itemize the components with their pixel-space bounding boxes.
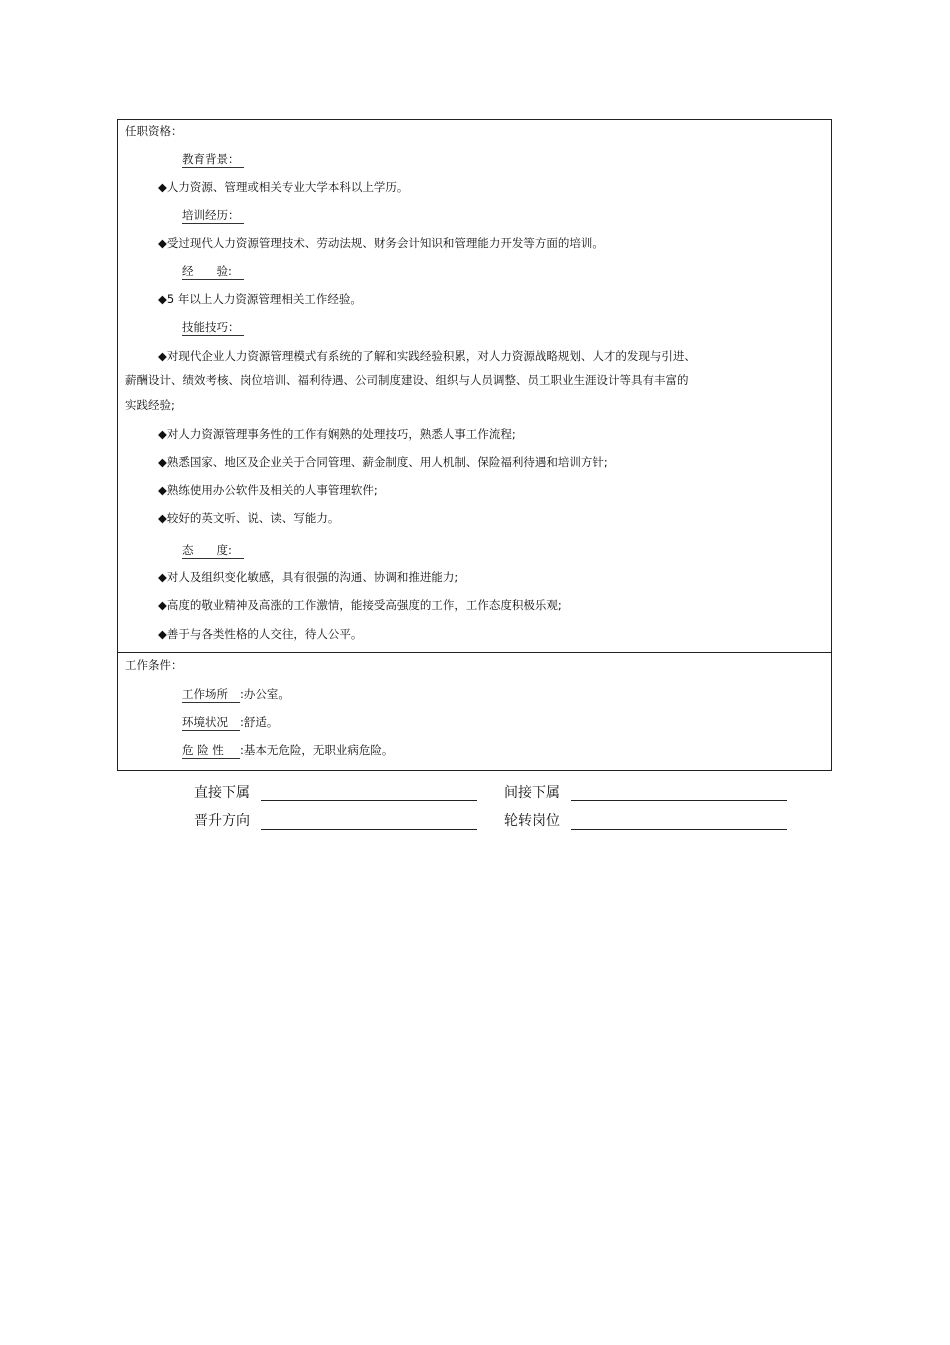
skills-item-continued: 薪酬设计、绩效考核、岗位培训、福利待遇、公司制度建设、组织与人员调整、员工职业生涯设计等具有丰富的 [125,373,689,387]
skills-item: ◆熟悉国家、地区及企业关于合同管理、薪金制度、用人机制、保险福利待遇和培训方针; [158,455,608,469]
skills-item: ◆熟练使用办公软件及相关的人事管理软件; [158,483,378,497]
education-title: 教育背景： [182,152,244,168]
education-item: ◆人力资源、管理或相关专业大学本科以上学历。 [158,180,409,194]
direct-subordinate-field[interactable] [261,800,477,801]
training-title: 培训经历： [182,208,244,224]
skills-item: ◆对现代企业人力资源管理模式有系统的了解和实践经验积累，对人力资源战略规划、人才的发现与引进、 [158,349,696,363]
skills-title: 技能技巧： [182,320,244,336]
promotion-direction-field[interactable] [261,829,477,830]
skills-item-continued: 实践经验; [125,398,175,412]
skills-item: ◆对人力资源管理事务性的工作有娴熟的处理技巧，熟悉人事工作流程; [158,427,516,441]
attitude-title: 态 度: [182,543,244,559]
condition-row-environment: 环境状况 :舒适。 [182,715,279,729]
qualifications-heading: 任职资格： [125,124,183,138]
skills-item: ◆较好的英文听、说、读、写能力。 [158,511,340,525]
conditions-heading: 工作条件： [125,658,183,672]
condition-row-workplace: 工作场所 :办公室。 [182,687,290,701]
direct-subordinate-label: 直接下属 [194,785,250,801]
training-item: ◆受过现代人力资源管理技术、劳动法规、财务会计知识和管理能力开发等方面的培训。 [158,236,604,250]
indirect-subordinate-label: 间接下属 [504,785,560,801]
attitude-item: ◆善于与各类性格的人交往，待人公平。 [158,627,363,641]
experience-title: 经 验: [182,264,244,280]
attitude-item: ◆对人及组织变化敏感，具有很强的沟通、协调和推进能力; [158,570,459,584]
attitude-item: ◆高度的敬业精神及高涨的工作激情，能接受高强度的工作，工作态度积极乐观; [158,598,562,612]
condition-row-risk: 危 险 性 :基本无危险，无职业病危险。 [182,743,394,757]
experience-item: ◆5 年以上人力资源管理相关工作经验。 [158,292,362,306]
rotation-position-label: 轮转岗位 [504,813,560,829]
promotion-direction-label: 晋升方向 [194,813,250,829]
indirect-subordinate-field[interactable] [571,800,787,801]
rotation-position-field[interactable] [571,829,787,830]
